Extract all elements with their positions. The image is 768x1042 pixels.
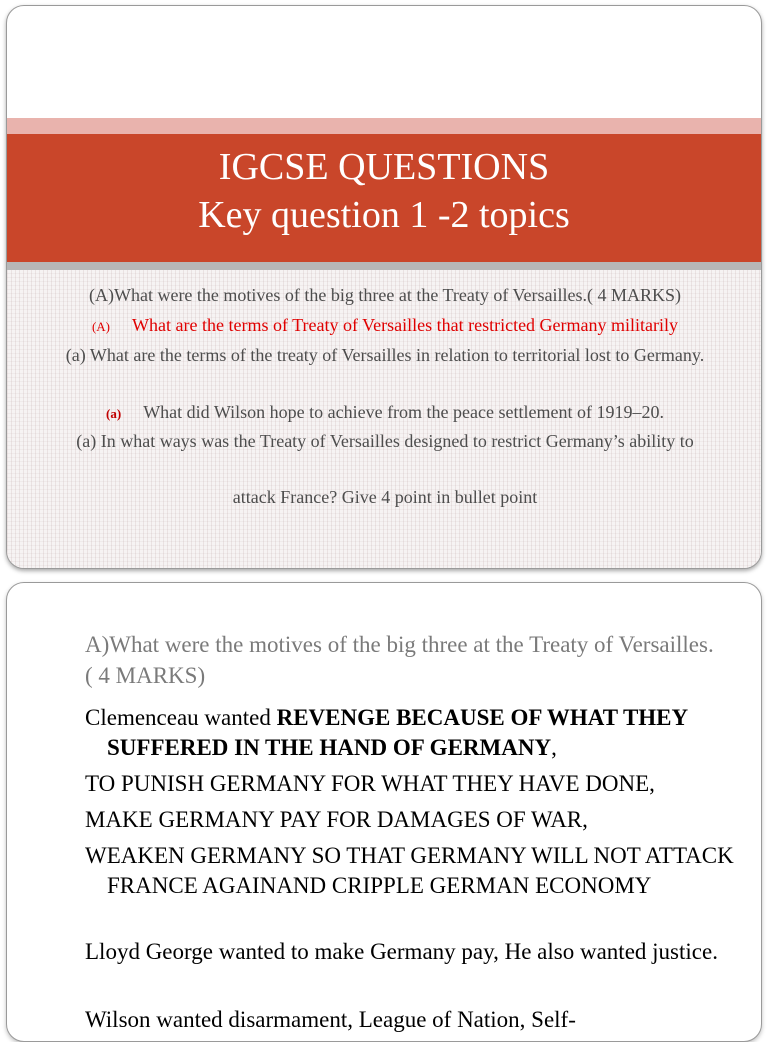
slide-subtitle: Key question 1 -2 topics [198,194,570,236]
question-marker: (A) [91,319,111,334]
answer-paragraph: Lloyd George wanted to make Germany pay, He also wanted justice. [85,939,718,964]
question-marker: (a) [106,406,122,421]
question-item [17,312,753,340]
questions-panel [7,270,761,569]
answer-heading: A)What were the motives of the big three at the Treaty of Versailles.( 4 MARKS) [85,632,714,688]
question-item [17,342,753,368]
paragraph-text: Clemenceau wanted [85,705,277,730]
answer-paragraph: TO PUNISH GERMANY FOR WHAT THEY HAVE DONE, [85,771,655,796]
question-item [17,282,753,308]
slide-igcse-questions [6,5,762,569]
question-item [17,484,753,510]
answer-paragraph [85,703,757,763]
question-text: (A)What were the motives of the big three at the Treaty of Versailles.( 4 MARKS) [88,285,682,305]
question-item [17,428,753,454]
answer-paragraph: WEAKEN GERMANY SO THAT GERMANY WILL NOT ATTACK FRANCE AGAINAND CRIPPLE GERMAN ECONOMY [85,843,734,898]
question-text: (a) What are the terms of the treaty of Versailles in relation to territorial lost to Germany. [65,345,705,365]
answer-paragraph: MAKE GERMANY PAY FOR DAMAGES OF WAR, [85,807,588,832]
question-text: What are the terms of Treaty of Versailles that restricted Germany militarily [132,315,679,335]
question-text: attack France? Give 4 point in bullet point [232,487,538,507]
slide-motives-answer [6,582,762,1042]
header-accent-strip [7,118,761,134]
paragraph-bold-text: REVENGE BECAUSE OF WHAT THEY SUFFERED IN THE HAND OF GERMANY [107,705,688,760]
title-banner [7,134,761,262]
paragraph-text: , [551,735,557,760]
answer-paragraph: Wilson wanted disarmament, League of Nation, Self- [85,1007,576,1032]
banner-divider [7,262,761,270]
question-text: What did Wilson hope to achieve from the peace settlement of 1919–20. [143,402,664,422]
slide-title: IGCSE QUESTIONS [218,146,550,188]
question-text: (a) In what ways was the Treaty of Versailles designed to restrict Germany’s ability to [76,431,694,451]
question-item [17,399,753,427]
